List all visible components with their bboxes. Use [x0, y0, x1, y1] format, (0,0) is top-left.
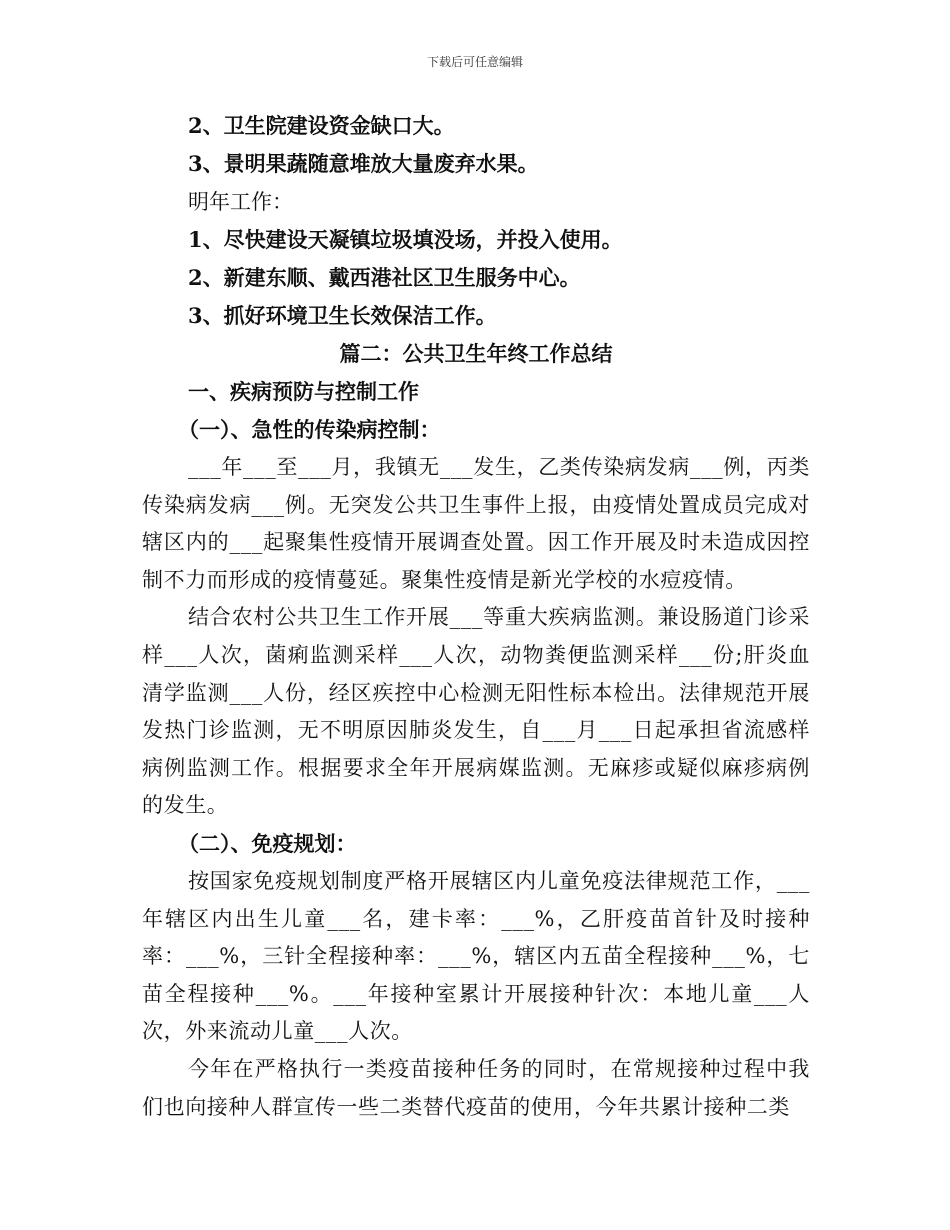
page-header-note: 下载后可任意编辑	[426, 55, 523, 69]
next-year-item-3: 3、抓好环境卫生长效保洁工作。	[188, 303, 497, 328]
next-year-item-1: 1、尽快建设天凝镇垃圾填没场，并投入使用。	[188, 227, 623, 252]
article-title: 篇二：公共卫生年终工作总结	[339, 341, 613, 366]
problem-item-2: 2、卫生院建设资金缺口大。	[188, 113, 455, 138]
paragraph-infectious-disease-stats: ___年___至___月，我镇无___发生，乙类传染病发病___例，丙类传染病发病___例。无突发公共卫生事件上报，由疫情处置成员完成对辖区内的___起聚集性疫情开展调查处置。因工作开展及时未造成因控制不力而形成的疫情蔓延。聚集性疫情是新光学校的水痘疫情。	[142, 455, 810, 592]
document-body	[142, 107, 810, 1126]
paragraph-disease-monitoring: 结合农村公共卫生工作开展___等重大疾病监测。兼设肠道门诊采样___人次，菌痢监测采样___人次，动物粪便监测采样___份;肝炎血清学监测___人份，经区疾控中心检测无阳性标本检出。法律规范开展发热门诊监测，无不明原因肺炎发生，自___月___日起承担省流感样病例监测工作。根据要求全年开展病媒监测。无麻疹或疑似麻疹病例的发生。	[142, 605, 810, 818]
paragraph-immunization-stats: 按国家免疫规划制度严格开展辖区内儿童免疫法律规范工作，___年辖区内出生儿童___名，建卡率：___%，乙肝疫苗首针及时接种率：___%，三针全程接种率：___%，辖区内五苗全程接种___%，七苗全程接种___%。___年接种室累计开展接种针次：本地儿童___人次，外来流动儿童___人次。	[142, 868, 810, 1044]
paragraph-vaccine-promotion: 今年在严格执行一类疫苗接种任务的同时，在常规接种过程中我们也向接种人群宣传一些二类替代疫苗的使用，今年共累计接种二类	[142, 1056, 810, 1119]
next-year-item-2: 2、新建东顺、戴西港社区卫生服务中心。	[188, 265, 581, 290]
problem-item-3: 3、景明果蔬随意堆放大量废弃水果。	[188, 151, 539, 176]
next-year-label: 明年工作：	[188, 190, 293, 214]
section-heading-disease-control: 一、疾病预防与控制工作	[188, 379, 419, 404]
subsection-heading-immunization: （二）、免疫规划：	[178, 830, 357, 856]
subsection-heading-infectious-disease: （一）、急性的传染病控制：	[178, 417, 441, 442]
